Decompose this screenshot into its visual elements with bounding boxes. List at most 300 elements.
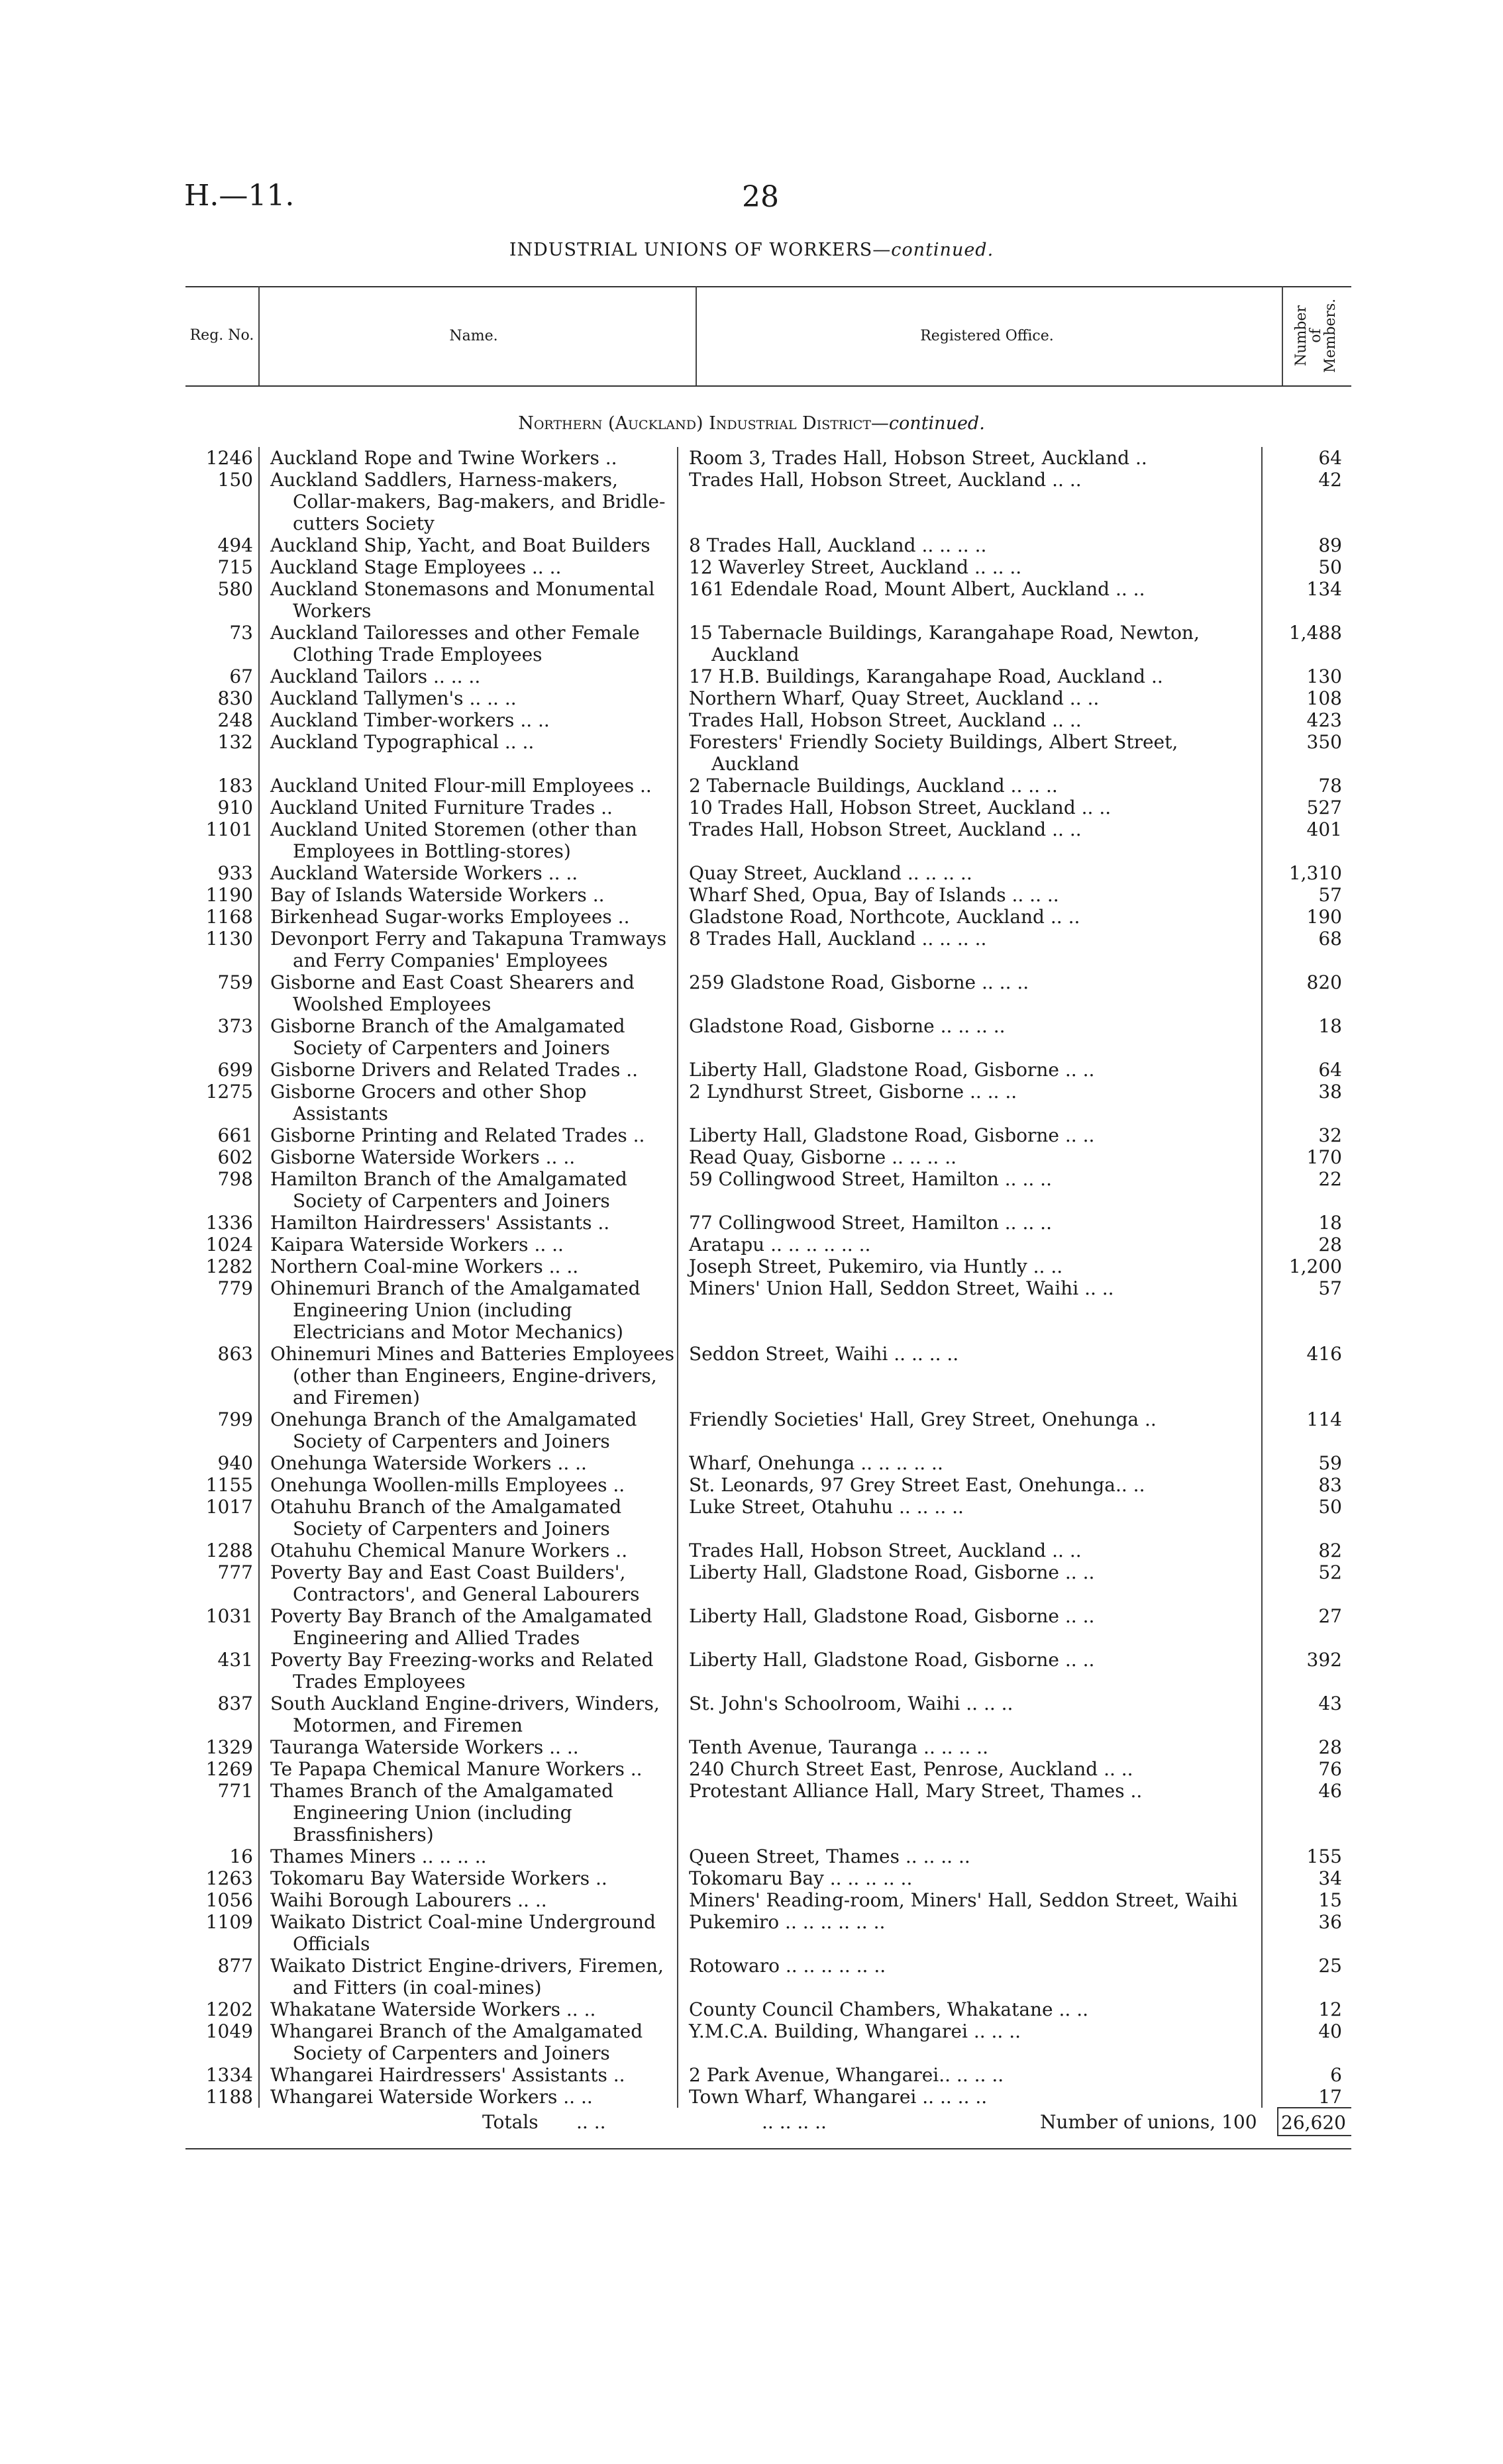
registered-office-text: Trades Hall, Hobson Street, Auckland .. ..	[689, 709, 1082, 731]
member-count: 59	[1261, 1452, 1350, 1474]
table-row	[185, 1015, 1351, 1059]
reg-number: 798	[217, 1168, 253, 1190]
reg-number: 661	[217, 1124, 253, 1146]
reg-number: 933	[217, 862, 253, 884]
reg-number: 1288	[205, 1540, 253, 1561]
totals-label: Totals	[482, 2111, 539, 2133]
registered-office	[678, 1234, 1261, 1256]
member-count: 50	[1261, 556, 1350, 578]
union-name	[258, 1474, 678, 1496]
registered-office	[678, 447, 1261, 469]
member-count: 527	[1261, 797, 1350, 818]
union-name	[258, 534, 678, 556]
union-name	[258, 665, 678, 687]
table-row	[185, 1256, 1351, 1277]
table-row	[185, 1736, 1351, 1758]
reg-number: 1336	[205, 1212, 253, 1234]
title-main: INDUSTRIAL UNIONS OF WORKERS—	[509, 240, 892, 260]
member-count: 820	[1261, 971, 1350, 1015]
member-count: 134	[1261, 578, 1350, 622]
member-count: 42	[1261, 469, 1350, 534]
registered-office-text: Read Quay, Gisborne .. .. .. ..	[689, 1146, 957, 1168]
union-name-text: Auckland Tailors .. .. ..	[270, 665, 481, 687]
table-row	[185, 1474, 1351, 1496]
registered-office	[678, 1998, 1261, 2020]
union-name	[258, 1693, 678, 1736]
registered-office	[678, 1867, 1261, 1889]
union-name-text: Gisborne Grocers and other Shop Assistants	[270, 1081, 587, 1124]
member-count: 83	[1261, 1474, 1350, 1496]
member-count: 64	[1261, 447, 1350, 469]
union-name	[258, 2064, 678, 2086]
union-name-text: Auckland United Flour-mill Employees ..	[270, 775, 652, 797]
table-row	[185, 1146, 1351, 1168]
totals-row	[185, 2107, 1351, 2136]
registered-office-text: Wharf Shed, Opua, Bay of Islands .. .. ..	[689, 884, 1059, 906]
page-title	[0, 240, 1503, 260]
union-name	[258, 1540, 678, 1561]
union-name	[258, 447, 678, 469]
table-row	[185, 884, 1351, 906]
union-name-text: South Auckland Engine-drivers, Winders, Motormen, and Firemen	[270, 1693, 660, 1736]
member-count: 27	[1261, 1605, 1350, 1649]
union-name-text: Tauranga Waterside Workers .. ..	[270, 1736, 579, 1758]
union-name	[258, 1212, 678, 1234]
table-row	[185, 1889, 1351, 1911]
reg-number: 580	[217, 578, 253, 600]
union-name-text: Gisborne Drivers and Related Trades ..	[270, 1059, 639, 1081]
table-row	[185, 906, 1351, 928]
union-name	[258, 1168, 678, 1212]
registered-office-text: 59 Collingwood Street, Hamilton .. .. ..	[689, 1168, 1052, 1190]
reg-number: 73	[229, 622, 253, 644]
union-name-text: Whangarei Branch of the Amalgamated Society of Carpenters and Joiners	[270, 2020, 643, 2064]
registered-office-text: Miners' Reading-room, Miners' Hall, Seddon Street, Waihi	[689, 1889, 1238, 1911]
member-count: 28	[1261, 1736, 1350, 1758]
reg-number: 373	[217, 1015, 253, 1037]
union-name-text: Waihi Borough Labourers .. ..	[270, 1889, 547, 1911]
reg-number: 1155	[205, 1474, 253, 1496]
registered-office	[678, 687, 1261, 709]
table-row	[185, 928, 1351, 971]
registered-office	[678, 1693, 1261, 1736]
registered-office	[678, 1081, 1261, 1124]
column-header-name: Name.	[449, 327, 498, 344]
member-count: 416	[1261, 1343, 1350, 1408]
member-count: 401	[1261, 818, 1350, 862]
document-reference: H.—11.	[184, 179, 295, 213]
union-name-text: Auckland Tallymen's .. .. ..	[270, 687, 517, 709]
reg-number: 715	[217, 556, 253, 578]
registered-office	[678, 1780, 1261, 1846]
union-name-text: Auckland Saddlers, Harness-makers, Collar-makers, Bag-makers, and Bridle-cutters Society	[270, 469, 666, 534]
title-continued: continued.	[891, 240, 994, 260]
registered-office	[678, 1408, 1261, 1452]
registered-office-text: Tokomaru Bay .. .. .. .. ..	[689, 1867, 913, 1889]
table-row	[185, 1780, 1351, 1846]
union-name-text: Te Papapa Chemical Manure Workers ..	[270, 1758, 643, 1780]
table-row	[185, 1955, 1351, 1998]
table-row	[185, 1693, 1351, 1736]
registered-office	[678, 2064, 1261, 2086]
reg-number: 1269	[205, 1758, 253, 1780]
union-name-text: Gisborne Printing and Related Trades ..	[270, 1124, 645, 1146]
union-name-text: Northern Coal-mine Workers .. ..	[270, 1256, 579, 1277]
member-count: 1,488	[1261, 622, 1350, 665]
table-row	[185, 971, 1351, 1015]
reg-number: 248	[217, 709, 253, 731]
table-row	[185, 1998, 1351, 2020]
registered-office-text: 8 Trades Hall, Auckland .. .. .. ..	[689, 534, 987, 556]
totals-leader: .. ..	[576, 2111, 606, 2133]
registered-office-text: 12 Waverley Street, Auckland .. .. ..	[689, 556, 1022, 578]
member-count: 18	[1261, 1212, 1350, 1234]
union-name-text: Poverty Bay Freezing-works and Related Trades Employees	[270, 1649, 654, 1693]
registered-office	[678, 1256, 1261, 1277]
union-name-text: Otahuhu Branch of the Amalgamated Society of Carpenters and Joiners	[270, 1496, 622, 1540]
union-name-text: Auckland United Furniture Trades ..	[270, 797, 613, 818]
union-name	[258, 1736, 678, 1758]
member-count: 64	[1261, 1059, 1350, 1081]
member-count: 36	[1261, 1911, 1350, 1955]
table-row	[185, 469, 1351, 534]
union-name-text: Hamilton Hairdressers' Assistants ..	[270, 1212, 610, 1234]
reg-number: 431	[217, 1649, 253, 1671]
registered-office-text: Town Wharf, Whangarei .. .. .. ..	[689, 2086, 988, 2108]
member-count: 17	[1261, 2086, 1350, 2108]
member-count: 57	[1261, 1277, 1350, 1343]
registered-office	[678, 818, 1261, 862]
union-name-text: Kaipara Waterside Workers .. ..	[270, 1234, 564, 1256]
registered-office-text: 10 Trades Hall, Hobson Street, Auckland .. ..	[689, 797, 1112, 818]
member-count: 190	[1261, 906, 1350, 928]
union-name	[258, 687, 678, 709]
union-name	[258, 1408, 678, 1452]
union-name	[258, 2086, 678, 2108]
union-name-text: Whangarei Waterside Workers .. ..	[270, 2086, 593, 2108]
registered-office-text: Miners' Union Hall, Seddon Street, Waihi .. ..	[689, 1277, 1114, 1299]
table-row	[185, 622, 1351, 665]
union-name	[258, 971, 678, 1015]
registered-office-text: Liberty Hall, Gladstone Road, Gisborne .. ..	[689, 1124, 1095, 1146]
number-of-unions: Number of unions, 100	[1040, 2111, 1257, 2133]
registered-office	[678, 1758, 1261, 1780]
member-count: 1,310	[1261, 862, 1350, 884]
registered-office	[678, 797, 1261, 818]
table-row	[185, 862, 1351, 884]
union-name-text: Auckland Ship, Yacht, and Boat Builders	[270, 534, 650, 556]
union-name-text: Gisborne Branch of the Amalgamated Society of Carpenters and Joiners	[270, 1015, 625, 1059]
reg-number: 1109	[205, 1911, 253, 1933]
union-name	[258, 1059, 678, 1081]
reg-number: 779	[217, 1277, 253, 1299]
registered-office-text: Joseph Street, Pukemiro, via Huntly .. ..	[689, 1256, 1063, 1277]
union-name-text: Auckland Stage Employees .. ..	[270, 556, 562, 578]
registered-office	[678, 665, 1261, 687]
registered-office-text: 77 Collingwood Street, Hamilton .. .. ..	[689, 1212, 1052, 1234]
registered-office-text: Queen Street, Thames .. .. .. ..	[689, 1846, 970, 1867]
member-count: 6	[1261, 2064, 1350, 2086]
registered-office-text: 15 Tabernacle Buildings, Karangahape Road, Newton, Auckland	[689, 622, 1200, 665]
registered-office	[678, 1059, 1261, 1081]
member-count: 52	[1261, 1561, 1350, 1605]
union-name-text: Hamilton Branch of the Amalgamated Society of Carpenters and Joiners	[270, 1168, 627, 1212]
registered-office	[678, 731, 1261, 775]
member-count: 40	[1261, 2020, 1350, 2064]
union-name	[258, 862, 678, 884]
reg-number: 494	[217, 534, 253, 556]
registered-office-text: Liberty Hall, Gladstone Road, Gisborne .. ..	[689, 1605, 1095, 1627]
union-name	[258, 731, 678, 775]
reg-number: 910	[217, 797, 253, 818]
registered-office-text: Pukemiro .. .. .. .. .. ..	[689, 1911, 886, 1933]
union-name	[258, 1911, 678, 1955]
table-row	[185, 578, 1351, 622]
registered-office	[678, 1146, 1261, 1168]
registered-office	[678, 556, 1261, 578]
registered-office-text: Seddon Street, Waihi .. .. .. ..	[689, 1343, 959, 1365]
column-header-members: Number of Members.	[1293, 298, 1339, 373]
union-name-text: Poverty Bay Branch of the Amalgamated Engineering and Allied Trades	[270, 1605, 652, 1649]
reg-number: 1101	[205, 818, 253, 840]
union-name-text: Auckland Typographical .. ..	[270, 731, 535, 753]
union-name	[258, 2020, 678, 2064]
registered-office-text: 2 Park Avenue, Whangarei.. .. .. ..	[689, 2064, 1004, 2086]
reg-number: 1334	[205, 2064, 253, 2086]
reg-number: 1263	[205, 1867, 253, 1889]
registered-office-text: Y.M.C.A. Building, Whangarei .. .. ..	[689, 2020, 1021, 2042]
table-row	[185, 1059, 1351, 1081]
registered-office-text: County Council Chambers, Whakatane .. ..	[689, 1998, 1089, 2020]
registered-office	[678, 2086, 1261, 2108]
table-row	[185, 1758, 1351, 1780]
reg-number: 1031	[205, 1605, 253, 1627]
registered-office-text: 8 Trades Hall, Auckland .. .. .. ..	[689, 928, 987, 950]
reg-number: 940	[217, 1452, 253, 1474]
registered-office	[678, 971, 1261, 1015]
union-name-text: Auckland Stonemasons and Monumental Workers	[270, 578, 655, 622]
union-name	[258, 1758, 678, 1780]
member-count: 34	[1261, 1867, 1350, 1889]
column-header-office: Registered Office.	[920, 327, 1054, 344]
reg-number: 1246	[205, 447, 253, 469]
total-members: 26,620	[1277, 2107, 1351, 2136]
member-count: 46	[1261, 1780, 1350, 1846]
table-row	[185, 534, 1351, 556]
registered-office-text: 240 Church Street East, Penrose, Auckland .. ..	[689, 1758, 1133, 1780]
page-number: 28	[742, 180, 779, 214]
registered-office	[678, 775, 1261, 797]
member-count: 15	[1261, 1889, 1350, 1911]
registered-office-text: Northern Wharf, Quay Street, Auckland .. ..	[689, 687, 1100, 709]
union-name	[258, 884, 678, 906]
registered-office-text: St. Leonards, 97 Grey Street East, Onehunga.. ..	[689, 1474, 1145, 1496]
member-count: 76	[1261, 1758, 1350, 1780]
registered-office	[678, 534, 1261, 556]
union-name	[258, 906, 678, 928]
union-name	[258, 1015, 678, 1059]
table-row	[185, 1343, 1351, 1408]
union-name	[258, 1496, 678, 1540]
union-name-text: Otahuhu Chemical Manure Workers ..	[270, 1540, 628, 1561]
reg-number: 16	[229, 1846, 253, 1867]
registered-office	[678, 884, 1261, 906]
union-name-text: Auckland Waterside Workers .. ..	[270, 862, 578, 884]
union-name	[258, 1234, 678, 1256]
table-row	[185, 1867, 1351, 1889]
union-name	[258, 1998, 678, 2020]
table-row	[185, 775, 1351, 797]
union-name-text: Waikato District Engine-drivers, Firemen, and Fitters (in coal-mines)	[270, 1955, 664, 1998]
member-count: 68	[1261, 928, 1350, 971]
registered-office-text: Liberty Hall, Gladstone Road, Gisborne .. ..	[689, 1649, 1095, 1671]
registered-office-text: 2 Lyndhurst Street, Gisborne .. .. ..	[689, 1081, 1017, 1103]
header-divider	[1282, 286, 1283, 385]
union-name-text: Auckland Tailoresses and other Female Clothing Trade Employees	[270, 622, 640, 665]
registered-office	[678, 1605, 1261, 1649]
union-name	[258, 1452, 678, 1474]
registered-office-text: Liberty Hall, Gladstone Road, Gisborne .. ..	[689, 1561, 1095, 1583]
registered-office-text: 259 Gladstone Road, Gisborne .. .. ..	[689, 971, 1029, 993]
union-name	[258, 775, 678, 797]
reg-number: 1168	[205, 906, 253, 928]
union-name-text: Waikato District Coal-mine Underground Officials	[270, 1911, 656, 1955]
union-name	[258, 1561, 678, 1605]
registered-office	[678, 1474, 1261, 1496]
union-name-text: Gisborne Waterside Workers .. ..	[270, 1146, 576, 1168]
registered-office	[678, 1955, 1261, 1998]
registered-office-text: Trades Hall, Hobson Street, Auckland .. ..	[689, 818, 1082, 840]
union-name-text: Auckland Rope and Twine Workers ..	[270, 447, 617, 469]
table-row	[185, 709, 1351, 731]
reg-number: 67	[229, 665, 253, 687]
member-count: 89	[1261, 534, 1350, 556]
union-name	[258, 1277, 678, 1343]
reg-number: 799	[217, 1408, 253, 1430]
union-name	[258, 1955, 678, 1998]
member-count: 1,200	[1261, 1256, 1350, 1277]
registered-office	[678, 2020, 1261, 2064]
table-row	[185, 1561, 1351, 1605]
registered-office-text: Room 3, Trades Hall, Hobson Street, Auckland ..	[689, 447, 1147, 469]
union-name	[258, 797, 678, 818]
union-name	[258, 1343, 678, 1408]
registered-office	[678, 862, 1261, 884]
registered-office-text: Protestant Alliance Hall, Mary Street, Thames ..	[689, 1780, 1143, 1802]
union-name	[258, 1649, 678, 1693]
reg-number: 1188	[205, 2086, 253, 2108]
table-row	[185, 447, 1351, 469]
union-name-text: Whangarei Hairdressers' Assistants ..	[270, 2064, 625, 2086]
member-count: 170	[1261, 1146, 1350, 1168]
registered-office-text: 17 H.B. Buildings, Karangahape Road, Auckland ..	[689, 665, 1163, 687]
union-name-text: Auckland Timber-workers .. ..	[270, 709, 550, 731]
union-name-text: Onehunga Waterside Workers .. ..	[270, 1452, 587, 1474]
union-name	[258, 1146, 678, 1168]
table-row	[185, 556, 1351, 578]
table-row	[185, 1605, 1351, 1649]
reg-number: 1017	[205, 1496, 253, 1518]
member-count: 350	[1261, 731, 1350, 775]
registered-office	[678, 1540, 1261, 1561]
table-row	[185, 1540, 1351, 1561]
section-heading-continued: continued.	[888, 413, 985, 434]
union-name	[258, 1889, 678, 1911]
registered-office	[678, 1168, 1261, 1212]
table-row	[185, 2064, 1351, 2086]
reg-number: 1130	[205, 928, 253, 950]
registered-office	[678, 1212, 1261, 1234]
union-name-text: Gisborne and East Coast Shearers and Woolshed Employees	[270, 971, 635, 1015]
table-row	[185, 1168, 1351, 1212]
table-row	[185, 1452, 1351, 1474]
union-name	[258, 1081, 678, 1124]
registered-office	[678, 1649, 1261, 1693]
table-row	[185, 1212, 1351, 1234]
member-count: 32	[1261, 1124, 1350, 1146]
member-count: 25	[1261, 1955, 1350, 1998]
registered-office	[678, 1015, 1261, 1059]
member-count: 392	[1261, 1649, 1350, 1693]
reg-number: 830	[217, 687, 253, 709]
table-row	[185, 1124, 1351, 1146]
member-count: 78	[1261, 775, 1350, 797]
union-name	[258, 1605, 678, 1649]
union-name-text: Whakatane Waterside Workers .. ..	[270, 1998, 596, 2020]
union-name-text: Onehunga Branch of the Amalgamated Society of Carpenters and Joiners	[270, 1408, 637, 1452]
member-count: 130	[1261, 665, 1350, 687]
registered-office	[678, 1736, 1261, 1758]
registered-office-text: 2 Tabernacle Buildings, Auckland .. .. ..	[689, 775, 1058, 797]
reg-number: 699	[217, 1059, 253, 1081]
union-name	[258, 928, 678, 971]
member-count: 12	[1261, 1998, 1350, 2020]
table-row	[185, 1496, 1351, 1540]
union-name	[258, 1256, 678, 1277]
reg-number: 132	[217, 731, 253, 753]
union-name	[258, 578, 678, 622]
registered-office	[678, 1277, 1261, 1343]
registered-office	[678, 1496, 1261, 1540]
union-name	[258, 1846, 678, 1867]
union-name-text: Ohinemuri Branch of the Amalgamated Engineering Union (including Electricians and Motor Mechanics)	[270, 1277, 641, 1343]
union-name	[258, 1867, 678, 1889]
union-name-text: Tokomaru Bay Waterside Workers ..	[270, 1867, 607, 1889]
union-name	[258, 622, 678, 665]
reg-number: 777	[217, 1561, 253, 1583]
member-count: 423	[1261, 709, 1350, 731]
union-name-text: Onehunga Woollen-mills Employees ..	[270, 1474, 625, 1496]
reg-number: 863	[217, 1343, 253, 1365]
union-name-text: Devonport Ferry and Takapuna Tramways and Ferry Companies' Employees	[270, 928, 667, 971]
union-name	[258, 818, 678, 862]
member-count: 155	[1261, 1846, 1350, 1867]
registered-office-text: Gladstone Road, Northcote, Auckland .. ..	[689, 906, 1080, 928]
reg-number: 150	[217, 469, 253, 491]
registered-office	[678, 1452, 1261, 1474]
union-name-text: Auckland United Storemen (other than Employees in Bottling-stores)	[270, 818, 637, 862]
column-header-reg: Reg. No.	[189, 327, 254, 344]
union-name	[258, 469, 678, 534]
member-count: 18	[1261, 1015, 1350, 1059]
registered-office-text: Wharf, Onehunga .. .. .. .. ..	[689, 1452, 943, 1474]
member-count: 22	[1261, 1168, 1350, 1212]
registered-office-text: Aratapu .. .. .. .. .. ..	[689, 1234, 871, 1256]
table-row	[185, 1911, 1351, 1955]
registered-office-text: St. John's Schoolroom, Waihi .. .. ..	[689, 1693, 1013, 1714]
registered-office	[678, 622, 1261, 665]
reg-number: 1329	[205, 1736, 253, 1758]
